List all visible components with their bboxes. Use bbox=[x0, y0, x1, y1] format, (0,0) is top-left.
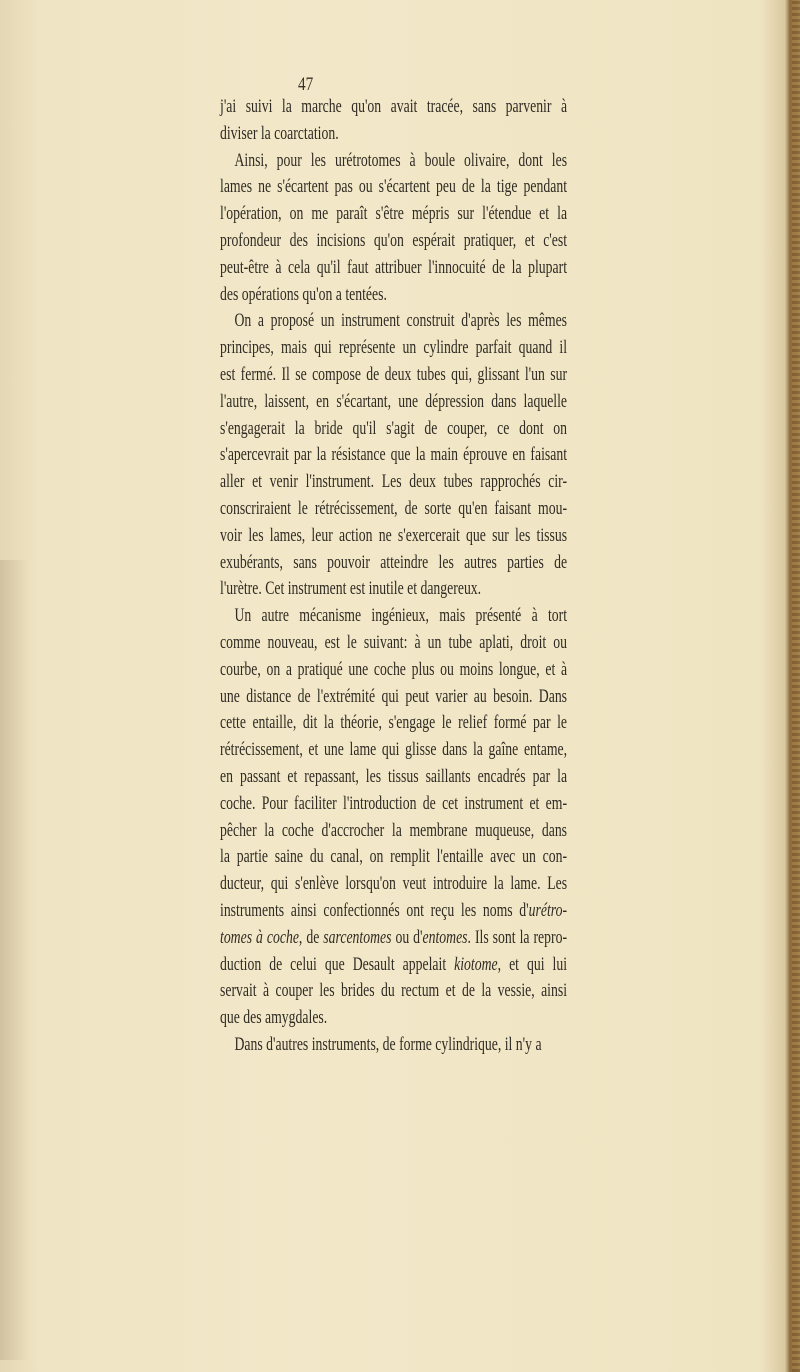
text-segment: instruments ainsi confectionnés ont reçu les noms d' bbox=[220, 899, 529, 921]
italic-text: tomes à coche bbox=[220, 926, 299, 948]
text-segment: profondeur des incisions qu'on espérait pratiquer, et c'est bbox=[220, 229, 568, 251]
text-line bbox=[220, 335, 567, 362]
text-line bbox=[220, 550, 567, 577]
text-line bbox=[220, 630, 567, 657]
text-line bbox=[220, 121, 567, 148]
text-line bbox=[220, 978, 567, 1005]
text-line bbox=[220, 416, 567, 443]
page-shadow bbox=[0, 560, 30, 1360]
text-line bbox=[220, 174, 567, 201]
text-line bbox=[220, 657, 567, 684]
text-segment: On a proposé un instrument construit d'après les mêmes bbox=[234, 310, 568, 332]
text-segment: des opérations qu'on a tentées. bbox=[220, 283, 387, 305]
text-line bbox=[220, 737, 567, 764]
text-segment: principes, mais qui représente un cylindre parfait quand il bbox=[220, 337, 568, 359]
italic-text: kiotome bbox=[454, 953, 498, 975]
text-line bbox=[220, 952, 567, 979]
text-segment: servait à couper les brides du rectum et de la vessie, ainsi bbox=[220, 980, 568, 1002]
text-line bbox=[220, 1005, 567, 1032]
italic-text: sarcentomes bbox=[323, 926, 392, 948]
text-segment: pêcher la coche d'accrocher la membrane muqueuse, dans bbox=[220, 819, 568, 841]
italic-text: urétro- bbox=[528, 899, 568, 921]
text-segment: ou d' bbox=[391, 926, 423, 948]
text-segment: exubérants, sans pouvoir atteindre les autres parties de bbox=[220, 551, 568, 573]
text-segment: l'autre, laissent, en s'écartant, une dépression dans laquelle bbox=[220, 390, 568, 412]
text-line bbox=[220, 148, 567, 175]
italic-text: entomes bbox=[422, 926, 468, 948]
text-line bbox=[220, 362, 567, 389]
text-line bbox=[220, 228, 567, 255]
text-line bbox=[220, 925, 567, 952]
text-segment: Dans d'autres instruments, de forme cylindrique, il n'y a bbox=[234, 1033, 542, 1055]
text-segment: duction de celui que Desault appelait bbox=[220, 953, 455, 975]
text-segment: s'apercevrait par la résistance que la main éprouve en faisant bbox=[220, 444, 568, 466]
text-line bbox=[220, 684, 567, 711]
text-line bbox=[220, 308, 567, 335]
text-segment: que des amygdales. bbox=[220, 1007, 328, 1029]
text-segment: l'opération, on me paraît s'être mépris sur l'étendue et la bbox=[220, 203, 568, 225]
text-line bbox=[220, 469, 567, 496]
text-segment: rétrécissement, et une lame qui glisse dans la gaîne entame, bbox=[220, 739, 568, 761]
text-line bbox=[220, 201, 567, 228]
text-segment: s'engagerait la bride qu'il s'agit de couper, ce dont on bbox=[220, 417, 568, 439]
text-segment: courbe, on a pratiqué une coche plus ou moins longue, et à bbox=[220, 658, 568, 680]
text-segment: lames ne s'écartent pas ou s'écartent peu de la tige pendant bbox=[220, 176, 568, 198]
text-segment: comme nouveau, est le suivant: à un tube aplati, droit ou bbox=[220, 631, 568, 653]
text-line bbox=[220, 791, 567, 818]
text-segment: coche. Pour faciliter l'introduction de cet instrument et em- bbox=[220, 792, 568, 814]
page-number: 47 bbox=[298, 74, 314, 95]
text-segment: voir les lames, leur action ne s'exercerait que sur les tissus bbox=[220, 524, 568, 546]
text-line bbox=[220, 818, 567, 845]
text-line bbox=[220, 94, 567, 121]
text-segment: aller et venir l'instrument. Les deux tubes rapprochés cir- bbox=[220, 471, 568, 493]
text-line bbox=[220, 576, 567, 603]
text-segment: Un autre mécanisme ingénieux, mais présenté à tort bbox=[234, 605, 568, 627]
text-line bbox=[220, 496, 567, 523]
text-line bbox=[220, 1032, 567, 1059]
text-segment: peut-être à cela qu'il faut attribuer l'innocuité de la plupart bbox=[220, 256, 568, 278]
text-line bbox=[220, 389, 567, 416]
text-line bbox=[220, 442, 567, 469]
text-segment: ducteur, qui s'enlève lorsqu'on veut introduire la lame. Les bbox=[220, 873, 568, 895]
text-line bbox=[220, 710, 567, 737]
text-line bbox=[220, 898, 567, 925]
text-segment: Ainsi, pour les urétrotomes à boule olivaire, dont les bbox=[234, 149, 568, 171]
text-segment: l'urètre. Cet instrument est inutile et dangereux. bbox=[220, 578, 482, 600]
book-edge bbox=[792, 0, 800, 1372]
text-segment: cette entaille, dit la théorie, s'engage le relief formé par le bbox=[220, 712, 568, 734]
body-text bbox=[220, 94, 700, 1059]
text-segment: , et qui lui bbox=[497, 953, 568, 975]
text-line bbox=[220, 282, 567, 309]
text-segment: conscriraient le rétrécissement, de sorte qu'en faisant mou- bbox=[220, 497, 568, 519]
text-line bbox=[220, 764, 567, 791]
text-segment: , de bbox=[298, 926, 324, 948]
text-segment: . Ils sont la repro- bbox=[467, 926, 568, 948]
text-segment: une distance de l'extrémité qui peut varier au besoin. Dans bbox=[220, 685, 568, 707]
text-line bbox=[220, 255, 567, 282]
text-segment: diviser la coarctation. bbox=[220, 122, 339, 144]
text-line bbox=[220, 844, 567, 871]
text-line bbox=[220, 523, 567, 550]
text-segment: j'ai suivi la marche qu'on avait tracée, sans parvenir à bbox=[220, 96, 568, 117]
text-line bbox=[220, 603, 567, 630]
text-segment: en passant et repassant, les tissus saillants encadrés par la bbox=[220, 765, 568, 787]
text-segment: la partie saine du canal, on remplit l'entaille avec un con- bbox=[220, 846, 568, 868]
text-line bbox=[220, 871, 567, 898]
text-segment: est fermé. Il se compose de deux tubes qui, glissant l'un sur bbox=[220, 363, 568, 385]
